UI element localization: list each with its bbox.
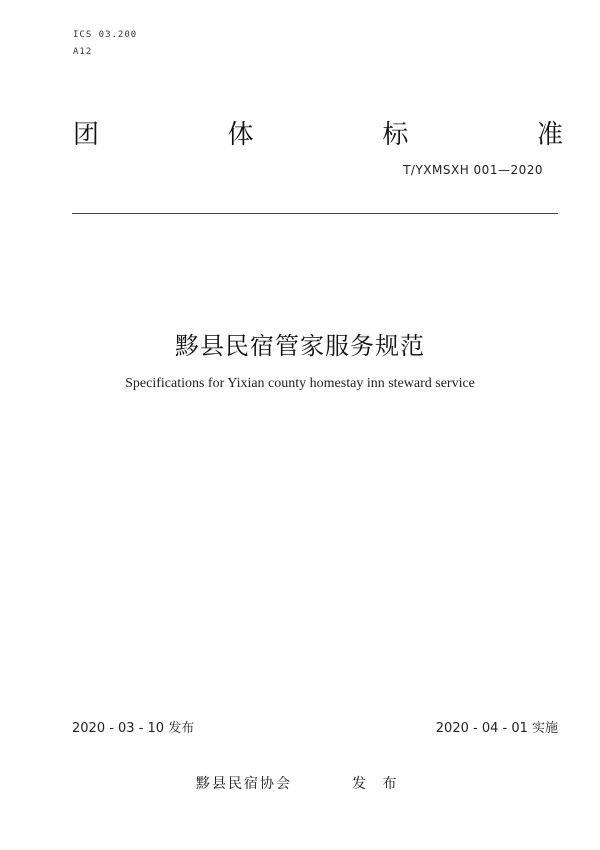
standard-type-char: 团 [73,120,100,150]
standard-type-char: 准 [536,120,563,150]
document-title-chinese: 黟县民宿管家服务规范 [175,332,425,360]
issue-label: 发 布 [352,776,403,792]
standard-number: T/YXMSXH 001—2020 [403,163,543,177]
standard-type-heading [73,114,563,151]
implement-date: 2020 - 04 - 01 实施 [435,721,558,736]
document-title-english: Specifications for Yixian county homestay inn steward service [125,376,475,391]
standard-type-char: 体 [227,120,254,150]
ccs-code: A12 [73,47,93,57]
standard-type-char: 标 [382,120,409,150]
publish-date: 2020 - 03 - 10 发布 [72,721,195,736]
issuer-line [196,773,402,793]
ics-code: ICS 03.200 [73,30,138,40]
header-divider [72,213,558,214]
issuer-name: 黟县民宿协会 [196,776,292,792]
